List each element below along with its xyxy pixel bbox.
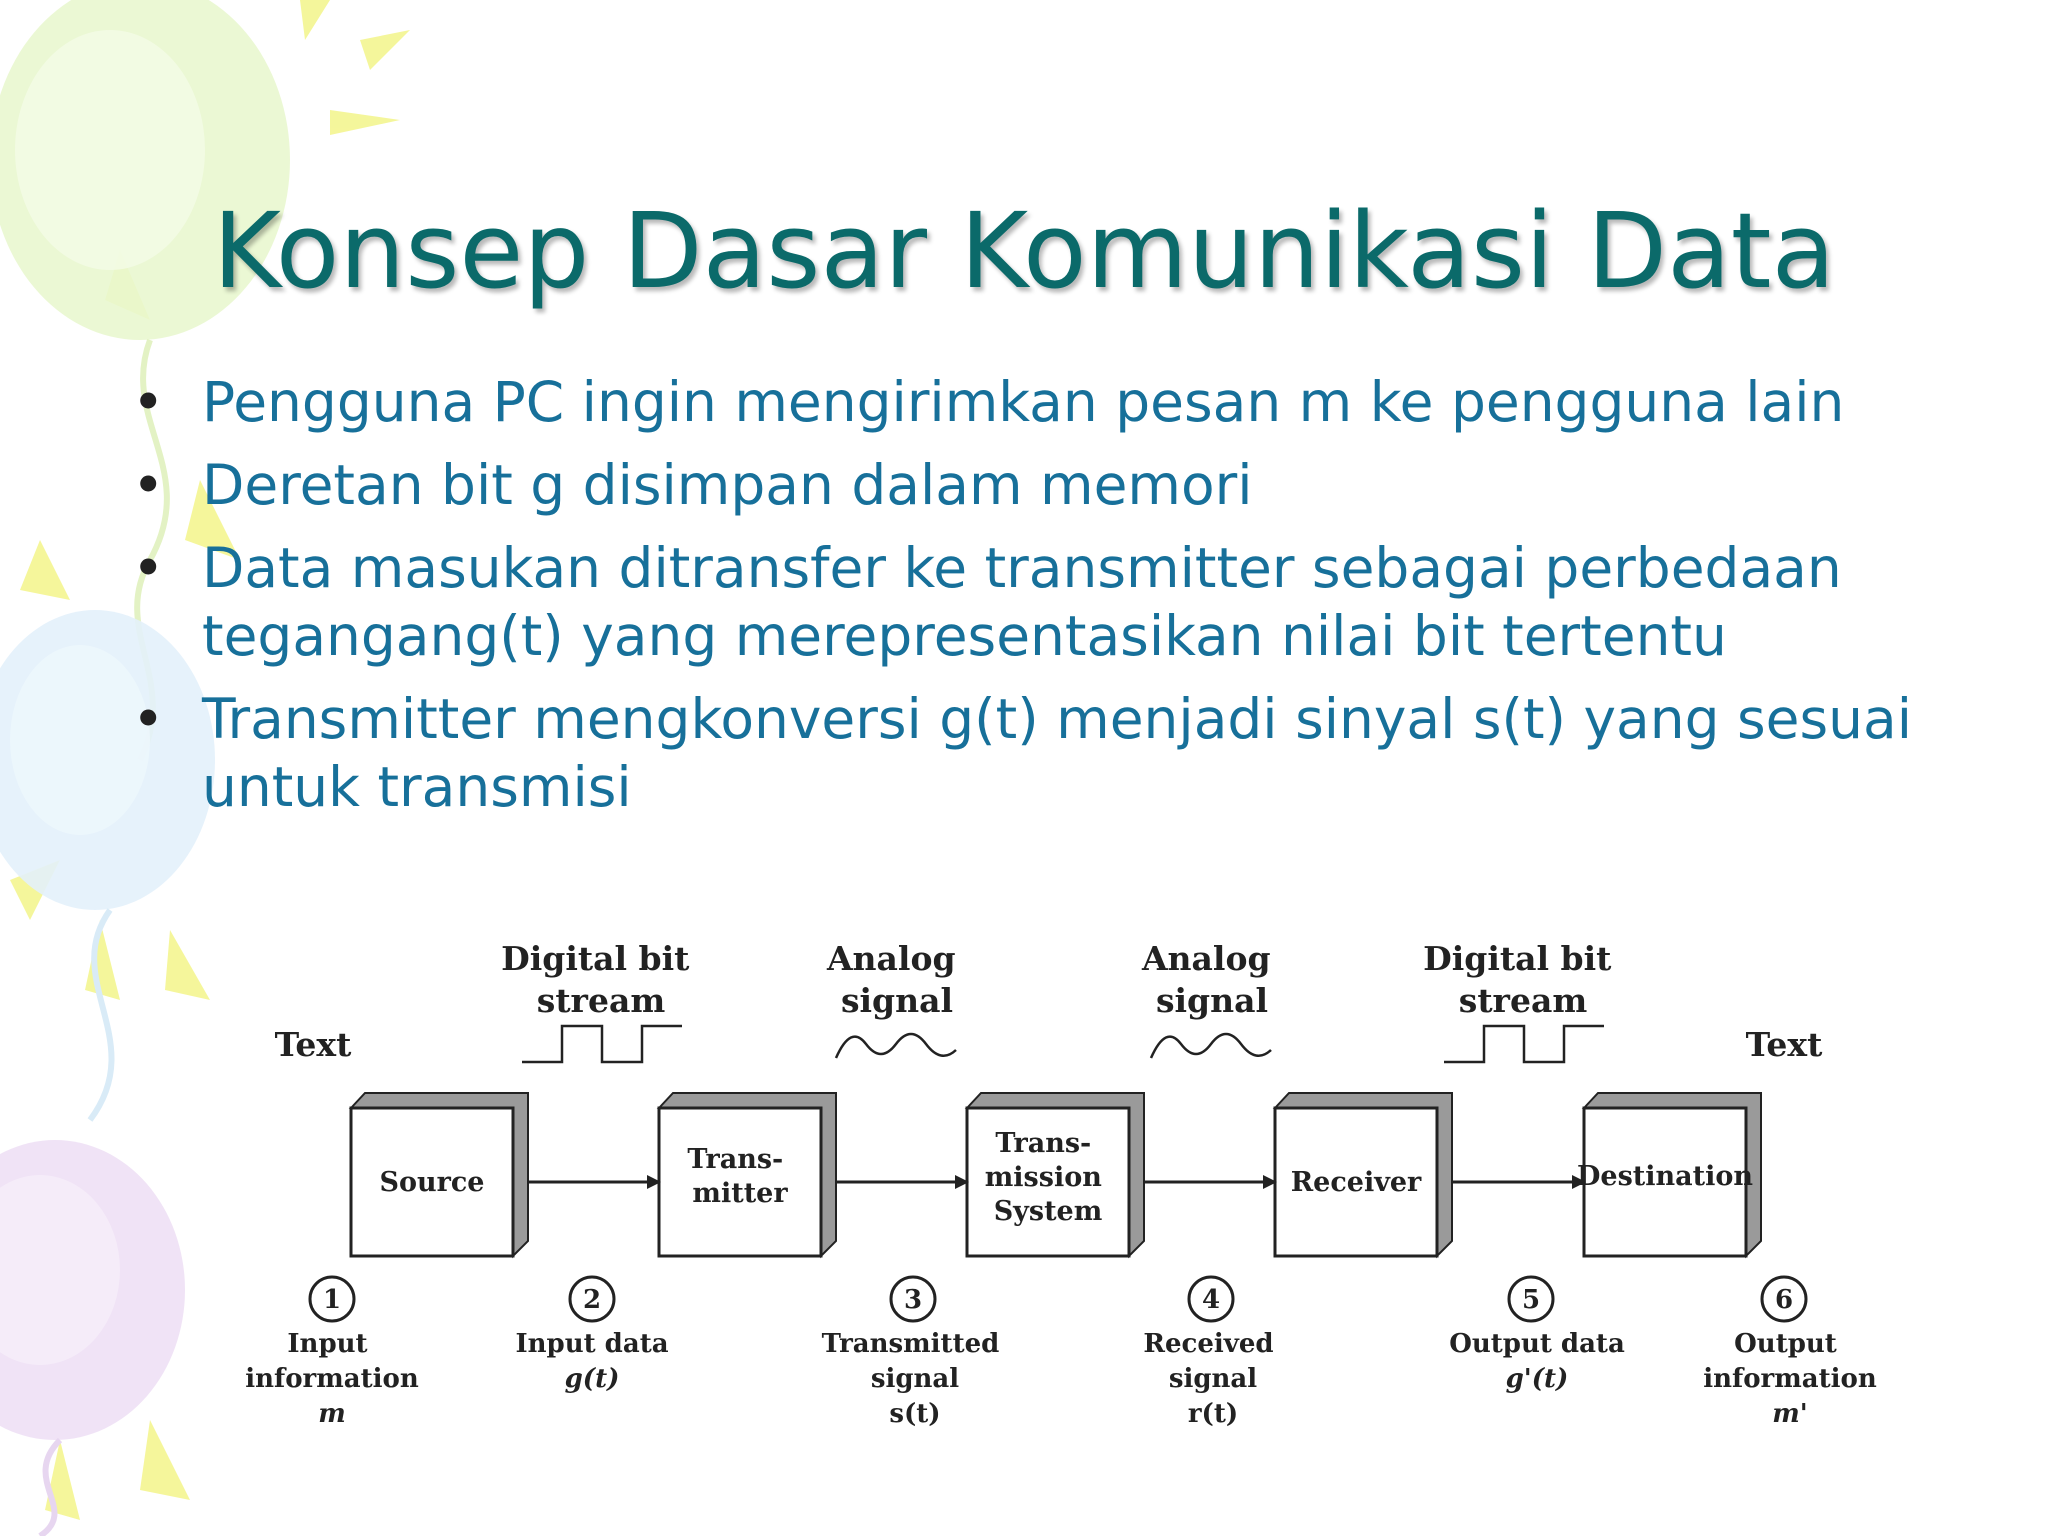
destination-box-label: Destination <box>1576 1161 1754 1192</box>
bullet-list <box>120 368 2020 836</box>
bullet-item <box>120 451 2020 519</box>
point-variable: m <box>318 1399 346 1429</box>
transmitter-box-label: Trans- mitter <box>687 1144 788 1209</box>
point-2-label <box>515 1277 668 1394</box>
top-label-text-left: Text <box>274 1025 352 1064</box>
source-box <box>351 1093 528 1256</box>
source-box-label: Source <box>379 1167 485 1198</box>
point-3-label <box>822 1277 1009 1429</box>
point-variable: g'(t) <box>1505 1364 1569 1394</box>
transmission-system-box-label: Trans- mission System <box>984 1128 1103 1227</box>
bullet-text: Data masukan ditransfer ke transmitter sebagai perbedaan tegangang(t) yang merepresentasikan nilai bit tertentu <box>202 536 1842 668</box>
receiver-box <box>1275 1093 1452 1256</box>
transmitter-box <box>659 1093 836 1256</box>
top-label-digital-bit-stream: Digital bit stream <box>1423 939 1612 1020</box>
sine-wave-icon <box>1151 1034 1271 1058</box>
bullet-dot-icon: • <box>132 687 165 751</box>
destination-box <box>1577 1093 1761 1256</box>
point-6-label <box>1703 1277 1877 1429</box>
point-variable: r(t) <box>1187 1399 1239 1429</box>
point-caption: Output information <box>1703 1329 1877 1394</box>
communication-model-diagram <box>0 900 2048 1440</box>
point-5-label <box>1449 1277 1625 1394</box>
point-caption: Transmitted signal <box>821 1329 1000 1394</box>
bullet-text: Pengguna PC ingin mengirimkan pesan m ke pengguna lain <box>202 370 1845 434</box>
point-caption: Received signal <box>1143 1329 1274 1394</box>
point-1-label <box>245 1277 419 1429</box>
point-number: 1 <box>322 1285 342 1315</box>
bullet-item <box>120 368 2020 436</box>
top-label-analog-signal: Analog signal <box>826 939 956 1020</box>
top-label-text-right: Text <box>1745 1025 1823 1064</box>
point-caption: Input information <box>245 1329 419 1394</box>
bullet-item <box>120 685 2020 821</box>
top-label-analog-signal: Analog signal <box>1141 939 1271 1020</box>
point-4-label <box>1143 1277 1282 1429</box>
bullet-dot-icon: • <box>132 370 165 434</box>
bullet-dot-icon: • <box>132 453 165 517</box>
sine-wave-icon <box>836 1034 956 1058</box>
transmission-system-box <box>967 1093 1144 1256</box>
bullet-item <box>120 534 2020 670</box>
top-label-digital-bit-stream: Digital bit stream <box>501 939 690 1020</box>
slide-title: Konsep Dasar Komunikasi Data <box>212 190 1836 312</box>
point-variable: g(t) <box>564 1364 620 1394</box>
bullet-text: Deretan bit g disimpan dalam memori <box>202 453 1253 517</box>
point-number: 6 <box>1774 1285 1794 1315</box>
bullet-text: Transmitter mengkonversi g(t) menjadi sinyal s(t) yang sesuai untuk transmisi <box>202 687 1912 819</box>
bullet-dot-icon: • <box>132 536 165 600</box>
point-number: 2 <box>582 1285 602 1315</box>
point-caption: Output data <box>1449 1329 1625 1359</box>
point-variable: s(t) <box>889 1399 941 1429</box>
square-wave-icon <box>522 1026 682 1062</box>
point-number: 3 <box>903 1285 923 1315</box>
point-caption: Input data <box>515 1329 669 1359</box>
point-number: 5 <box>1521 1285 1541 1315</box>
point-number: 4 <box>1201 1285 1221 1315</box>
square-wave-icon <box>1444 1026 1604 1062</box>
point-variable: m' <box>1772 1399 1808 1429</box>
receiver-box-label: Receiver <box>1290 1167 1422 1198</box>
